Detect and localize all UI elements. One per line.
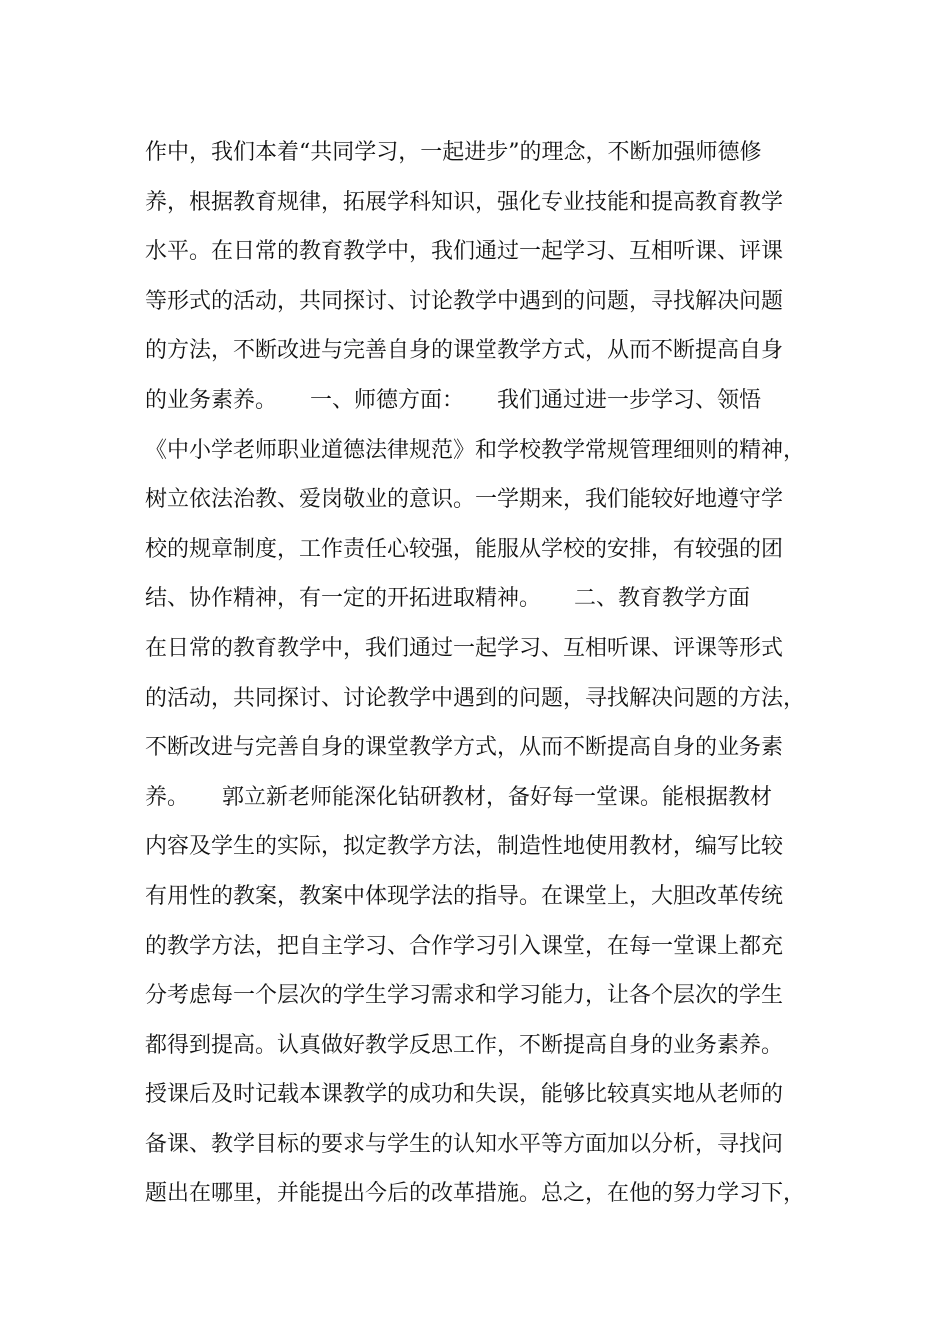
text-line: 《中小学老师职业道德法律规范》和学校教学常规管理细则的精神， [145, 437, 806, 463]
text-line: 内容及学生的实际，拟定教学方法，制造性地使用教材，编写比较 [145, 834, 784, 860]
text-line: 备课、教学目标的要求与学生的认知水平等方面加以分析，寻找问 [145, 1131, 784, 1157]
body-text [145, 128, 825, 1219]
text-line: 的教学方法，把自主学习、合作学习引入课堂，在每一堂课上都充 [145, 933, 784, 959]
text-line: 养，根据教育规律，拓展学科知识，强化专业技能和提高教育教学 [145, 189, 784, 215]
text-line: 的业务素养。 一、师德方面： 我们通过进一步学习、领悟 [145, 387, 762, 413]
text-line: 都得到提高。认真做好教学反思工作，不断提高自身的业务素养。 [145, 1032, 784, 1058]
text-line: 校的规章制度，工作责任心较强，能服从学校的安排，有较强的团 [145, 536, 784, 562]
text-line: 养。 郭立新老师能深化钻研教材，备好每一堂课。能根据教材 [145, 784, 773, 810]
text-line: 有用性的教案，教案中体现学法的指导。在课堂上，大胆改革传统 [145, 883, 784, 909]
text-line: 授课后及时记载本课教学的成功和失误，能够比较真实地从老师的 [145, 1082, 784, 1108]
text-line: 在日常的教育教学中，我们通过一起学习、互相听课、评课等形式 [145, 635, 784, 661]
text-line: 题出在哪里，并能提出今后的改革措施。总之，在他的努力学习下， [145, 1181, 806, 1207]
text-line: 不断改进与完善自身的课堂教学方式，从而不断提高自身的业务素 [145, 735, 784, 761]
text-line: 作中，我们本着“共同学习，一起进步”的理念，不断加强师德修 [145, 140, 762, 165]
text-line: 结、协作精神，有一定的开拓进取精神。 二、教育教学方面 [145, 586, 751, 612]
text-line: 的方法，不断改进与完善自身的课堂教学方式，从而不断提高自身 [145, 338, 784, 364]
text-line: 水平。在日常的教育教学中，我们通过一起学习、互相听课、评课 [145, 239, 784, 265]
text-line: 的活动，共同探讨、讨论教学中遇到的问题，寻找解决问题的方法， [145, 685, 806, 711]
text-line: 树立依法治教、爱岗敬业的意识。一学期来，我们能较好地遵守学 [145, 487, 784, 513]
text-line: 分考虑每一个层次的学生学习需求和学习能力，让各个层次的学生 [145, 983, 784, 1009]
text-line: 等形式的活动，共同探讨、讨论教学中遇到的问题，寻找解决问题 [145, 288, 784, 314]
